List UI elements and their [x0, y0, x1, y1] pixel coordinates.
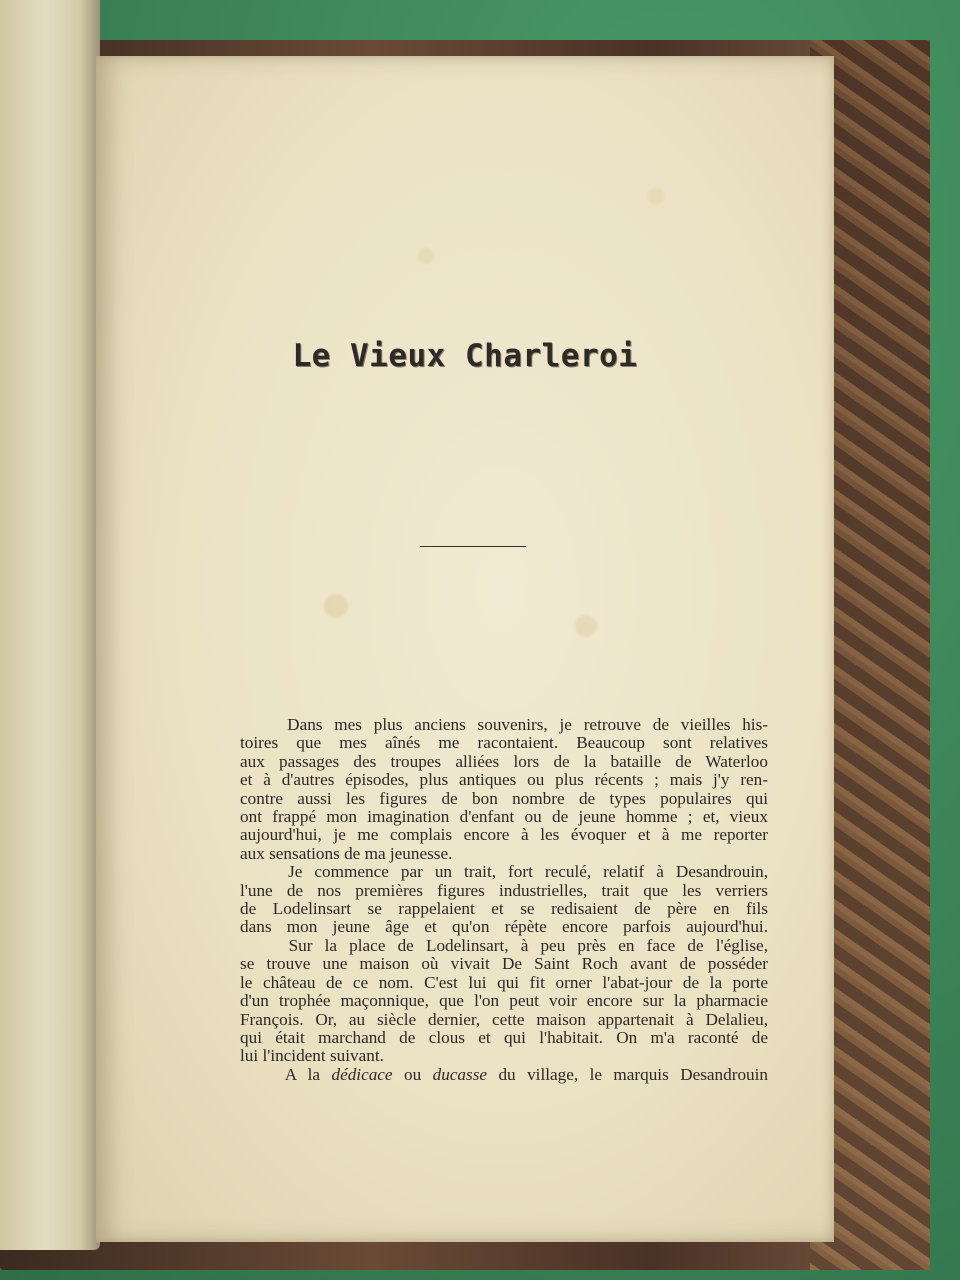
text-line: aux sensations de ma jeunesse.	[240, 843, 453, 863]
text-line: dans mon jeune âge et qu'on répète encore parfois aujourd'hui.	[240, 917, 768, 937]
text-line: toires que mes aînés me racontaient. Beaucoup sont relatives	[240, 733, 768, 753]
text-line: François. Or, au siècle dernier, cette maison appartenait à Delalieu,	[240, 1009, 768, 1029]
text-line: Je commence par un trait, fort reculé, relatif à Desandrouin,	[240, 862, 768, 882]
text-line: d'un trophée maçonnique, que l'on peut voir encore sur la pharmacie	[240, 991, 768, 1011]
text-line: Dans mes plus anciens souvenirs, je retrouve de vieilles his-	[240, 715, 768, 734]
text-line: contre aussi les figures de bon nombre de types populaires qui	[240, 788, 768, 808]
text-line: se trouve une maison où vivait De Saint Roch avant de posséder	[240, 954, 768, 974]
text-line: aujourd'hui, je me complais encore à les évoquer et à me reporter	[240, 825, 768, 845]
text-line: aux passages des troupes alliées lors de la bataille de Waterloo	[240, 751, 768, 771]
italic-word: ducasse	[432, 1064, 488, 1084]
text-line: lui l'incident suivant.	[240, 1046, 384, 1066]
text-line: de Lodelinsart se rappelaient et se redisaient de père en fils	[240, 899, 768, 919]
book-page	[96, 56, 834, 1242]
left-page-edge	[0, 0, 100, 1250]
text-fragment: ou	[392, 1064, 433, 1084]
text-line: l'une de nos premières figures industrielles, trait que les verriers	[240, 880, 768, 900]
text-line: et à d'autres épisodes, plus antiques ou plus récents ; mais j'y ren-	[240, 770, 768, 790]
text-fragment: du village, le marquis Desandrouin	[487, 1064, 769, 1084]
text-line: le château de ce nom. C'est lui qui fit orner l'abat-jour de la porte	[240, 972, 768, 992]
title-rule	[420, 546, 526, 547]
text-line: qui était marchand de clous et qui l'habitait. On m'a raconté de	[240, 1027, 768, 1047]
text-line	[240, 1066, 768, 1084]
italic-word: dédicace	[331, 1064, 393, 1084]
text-line: ont frappé mon imagination d'enfant ou de jeune homme ; et, vieux	[240, 807, 768, 827]
text-fragment: A la	[240, 1064, 332, 1084]
text-line: Sur la place de Lodelinsart, à peu près en face de l'église,	[240, 935, 768, 955]
body-text	[240, 716, 768, 1084]
page-title: Le Vieux Charleroi	[292, 338, 638, 374]
